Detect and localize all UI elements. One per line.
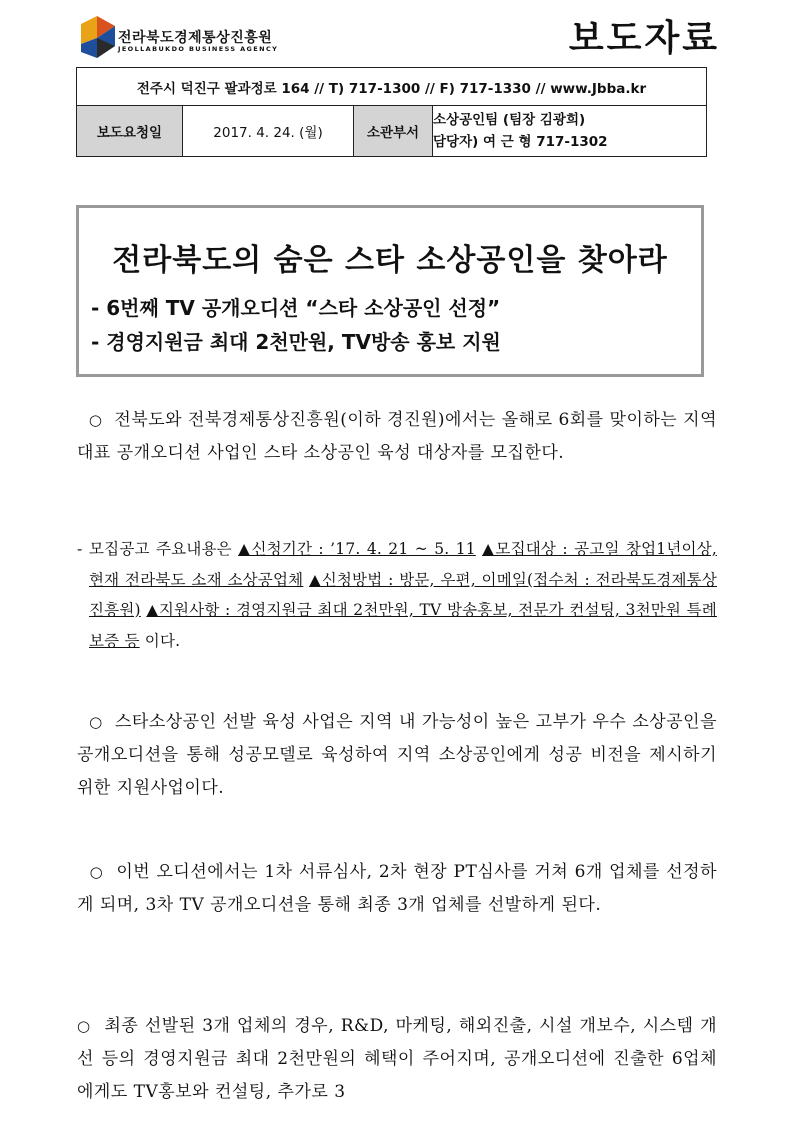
notice-item-period: ▲신청기간 : ’17. 4. 21 ~ 5. 11: [238, 540, 476, 558]
department-label: 소관부서: [354, 106, 433, 157]
department-team: 소상공인팀 (팀장 김광희): [433, 112, 586, 128]
paragraph-2: [77, 706, 717, 805]
notice-summary: [77, 534, 717, 656]
subheadline-1: - 6번째 TV 공개오디션 “스타 소상공인 선정”: [91, 296, 501, 320]
agency-logo-icon: [75, 14, 123, 62]
paragraph-1-text: 전북도와 전북경제통상진흥원(이하 경진원)에서는 올해로 6회를 맞이하는 지역 대표 공개오디션 사업인 스타 소상공인 육성 대상자를 모집한다.: [77, 410, 717, 463]
notice-item-method: ▲신청방법 : 방문, 우편, 이메일(접수처 : 전라북도경제통상진흥원): [89, 570, 717, 619]
notice-end: 이다.: [139, 631, 181, 650]
bullet-icon: ○: [89, 863, 104, 881]
paragraph-2-text: 스타소상공인 선발 육성 사업은 지역 내 가능성이 높은 고부가 우수 소상공인을 공개오디션을 통해 성공모델로 육성하여 지역 소상공인에게 성공 비전을 제시하기 위한 지원사업이다.: [77, 712, 717, 798]
press-info-table: [76, 67, 707, 157]
notice-item-support: ▲지원사항 : 경영지원금 최대 2천만원, TV 방송홍보, 전문가 컨설팅, 3천만원 특례보증 등: [89, 601, 717, 650]
request-date-label: 보도요청일: [77, 106, 183, 157]
subheadline-2: - 경영지원금 최대 2천만원, TV방송 홍보 지원: [91, 330, 501, 354]
request-date-value: 2017. 4. 24. (월): [183, 106, 354, 157]
paragraph-3-text: 이번 오디션에서는 1차 서류심사, 2차 현장 PT심사를 거쳐 6개 업체를 선정하게 되며, 3차 TV 공개오디션을 통해 최종 3개 업체를 선발하게 된다.: [77, 862, 718, 915]
bullet-icon: ○: [89, 713, 103, 731]
request-row: [77, 106, 707, 157]
notice-dash: -: [77, 540, 83, 558]
headline: 전라북도의 숨은 스타 소상공인을 찾아라: [112, 243, 668, 278]
department-contact: 담당자) 여 근 형 717-1302: [433, 134, 608, 150]
headline-box: [76, 205, 704, 377]
org-name-korean: 전라북도경제통상진흥원: [118, 30, 273, 46]
document-type-title: 보도자료: [568, 18, 720, 59]
notice-item-target: ▲모집대상 : 공고일 창업1년이상, 현재 전라북도 소재 소상공업체: [89, 540, 717, 589]
paragraph-4-text: 최종 선발된 3개 업체의 경우, R&D, 마케팅, 해외진출, 시설 개보수, 시스템 개선 등의 경영지원금 최대 2천만원의 혜택이 주어지며, 공개오디션에 진출한 6업체에게도 TV홍보와 컨설팅, 추가로 3: [77, 1016, 717, 1102]
bullet-icon: ○: [88, 411, 103, 429]
contact-address: 전주시 덕진구 팔과정로 164 // T) 717-1300 // F) 717-1330 // www.Jbba.kr: [77, 68, 707, 106]
notice-intro: 모집공고 주요내용은: [89, 540, 239, 558]
document-header: [72, 10, 722, 66]
org-name-english: JEOLLABUKDO BUSINESS AGENCY: [118, 45, 279, 53]
paragraph-3: [77, 856, 717, 922]
address-row: [77, 68, 707, 106]
department-value: [433, 106, 707, 157]
paragraph-4: [77, 1010, 717, 1109]
bullet-icon: ○: [77, 1017, 92, 1035]
paragraph-1: [77, 404, 717, 470]
